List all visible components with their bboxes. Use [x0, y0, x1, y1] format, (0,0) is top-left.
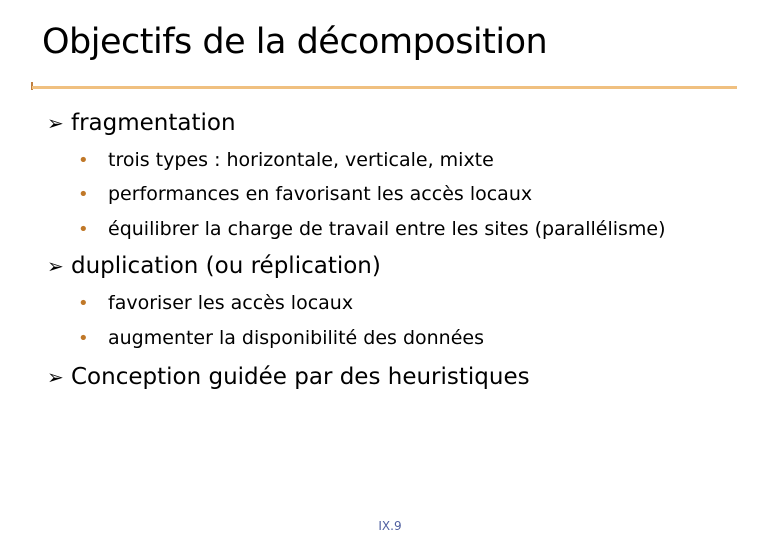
- list-item: [78, 292, 353, 314]
- section-heading-label: Conception guidée par des heuristiques: [71, 364, 530, 390]
- list-item-text: trois types : horizontale, verticale, mixte: [108, 149, 494, 171]
- title-underline: [32, 86, 737, 89]
- list-item: [78, 149, 494, 171]
- page-number: IX.9: [378, 519, 402, 533]
- slide-title: Objectifs de la décomposition: [42, 22, 548, 62]
- bullet-dot-icon: •: [78, 327, 89, 349]
- section-heading-fragmentation: [47, 110, 236, 136]
- list-item: [78, 183, 532, 205]
- bullet-dot-icon: •: [78, 218, 89, 240]
- section-heading-label: duplication (ou réplication): [71, 253, 381, 279]
- section-heading-conception: [47, 364, 530, 390]
- list-item: [78, 327, 484, 349]
- section-heading-label: fragmentation: [71, 110, 236, 136]
- arrow-bullet-icon: ➢: [47, 254, 64, 278]
- list-item-text: favoriser les accès locaux: [108, 292, 354, 314]
- list-item: [78, 218, 666, 240]
- bullet-dot-icon: •: [78, 292, 89, 314]
- list-item-text: performances en favorisant les accès locaux: [108, 183, 533, 205]
- list-item-text: équilibrer la charge de travail entre les sites (parallélisme): [108, 218, 666, 240]
- bullet-dot-icon: •: [78, 149, 89, 171]
- list-item-text: augmenter la disponibilité des données: [108, 327, 484, 349]
- bullet-dot-icon: •: [78, 183, 89, 205]
- arrow-bullet-icon: ➢: [47, 365, 64, 389]
- section-heading-duplication: [47, 253, 381, 279]
- arrow-bullet-icon: ➢: [47, 111, 64, 135]
